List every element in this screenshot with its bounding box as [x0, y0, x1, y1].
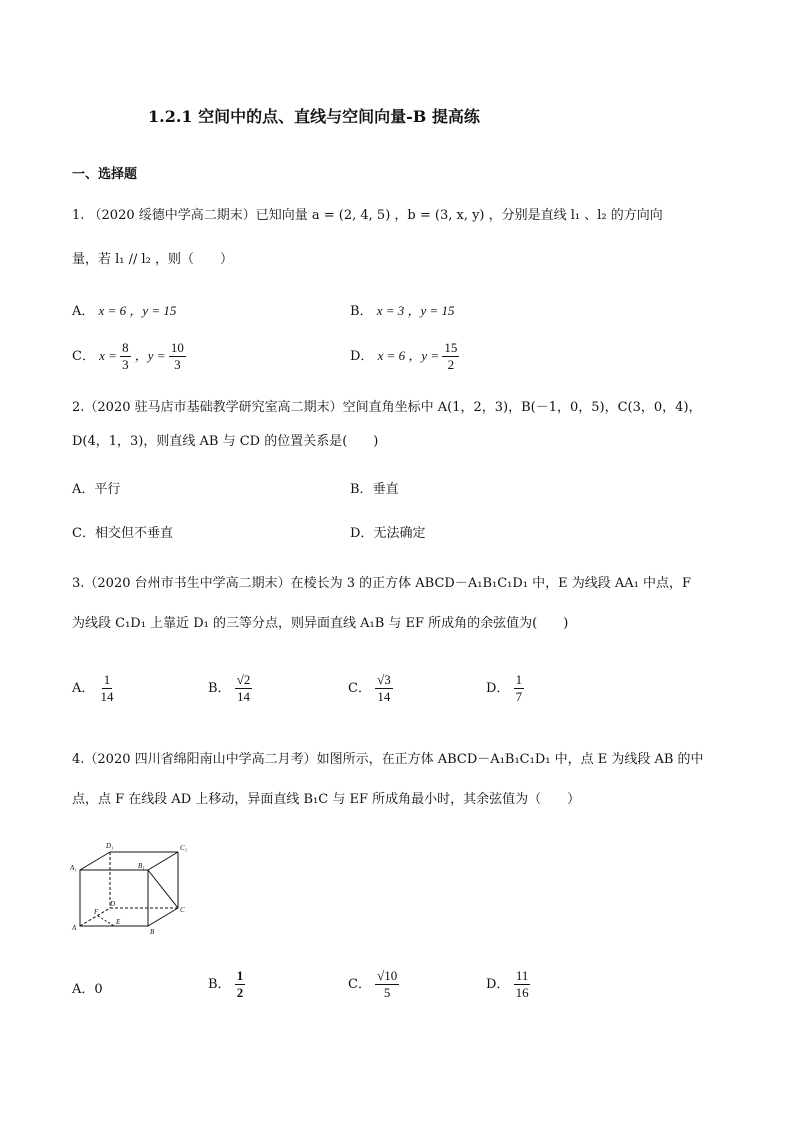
- fraction: $\frac{1}{14}$: [100, 672, 114, 704]
- label-e: E: [116, 918, 121, 926]
- option-label: C．: [72, 349, 95, 364]
- option-pre: x =: [99, 348, 121, 363]
- page-title: 1.2.1 空间中的点、直线与空间向量-B 提高练: [148, 107, 480, 126]
- question-3-stem-line2: 为线段 C₁D₁ 上靠近 D₁ 的三等分点，则异面直线 A₁B 与 EF 所成角的余弦值为( ): [72, 616, 569, 631]
- option-pre: x = 6 ，y =: [377, 348, 443, 363]
- fraction: $\frac{10}{3}$: [170, 340, 184, 372]
- question-4-stem-line2: 点，点 F 在线段 AD 上移动，异面直线 B₁C 与 EF 所成角最小时，其余弦值为（ ）: [72, 792, 581, 807]
- label-f: F: [94, 908, 99, 916]
- question-2-stem-line1: 2.（2020 驻马店市基础教学研究室高二期末）空间直角坐标中 A(1，2，3)，B(－1，0，5)，C(3，0，4)，: [72, 400, 702, 415]
- label-b1: B₁: [138, 862, 145, 870]
- question-3-option-d: D． $\frac{1}{7}$: [486, 672, 523, 704]
- question-4-option-a: A．0: [72, 982, 103, 997]
- option-text: x = 6 ，y = 15: [98, 303, 177, 318]
- label-c1: C₁: [180, 844, 188, 852]
- question-1-option-b: [350, 300, 455, 319]
- section-heading: 一、选择题: [72, 167, 138, 182]
- question-3-option-a: A． $\frac{1}{14}$: [72, 672, 114, 704]
- cube-figure: [70, 840, 190, 940]
- fraction: $\frac{√3}{14}$: [377, 672, 391, 704]
- question-3-option-c: C． $\frac{√3}{14}$: [348, 672, 391, 704]
- option-text: x = 3 ，y = 15: [376, 303, 455, 318]
- question-1-stem-line1: 1. （2020 绥德中学高二期末）已知向量 a = (2, 4, 5) ，b = (3, x, y) ，分别是直线 l₁ 、l₂ 的方向向: [72, 208, 663, 223]
- question-2-stem-line2: D(4，1，3)，则直线 AB 与 CD 的位置关系是( ): [72, 434, 379, 449]
- question-1-option-a: [72, 300, 176, 319]
- fraction: $\frac{√2}{14}$: [236, 672, 251, 704]
- label-b: B: [150, 928, 155, 936]
- fraction: $\frac{15}{2}$: [444, 340, 458, 372]
- question-2-option-d: D．无法确定: [350, 526, 426, 541]
- question-2-option-a: A．平行: [72, 482, 121, 497]
- fraction: $\frac{11}{16}$: [515, 968, 529, 1000]
- option-label: B．: [350, 304, 373, 319]
- question-4-option-c: C． $\frac{√10}{5}$: [348, 968, 398, 1000]
- question-1-option-d: [350, 340, 459, 373]
- option-label: D．: [350, 349, 374, 364]
- label-d1: D₁: [106, 842, 114, 850]
- question-1-option-c: [72, 340, 186, 373]
- option-label: A．: [72, 304, 95, 319]
- question-1-stem-line2: 量，若 l₁ // l₂ ，则（ ）: [72, 252, 234, 267]
- label-c: C: [180, 906, 185, 914]
- question-3-stem-line1: 3.（2020 台州市书生中学高二期末）在棱长为 3 的正方体 ABCD－A₁B₁C₁D₁ 中，E 为线段 AA₁ 中点，F: [72, 576, 692, 591]
- option-mid: ，y =: [134, 348, 169, 363]
- fraction: $\frac{√10}{5}$: [377, 968, 398, 1000]
- question-4-option-b: B． $\frac{1}{2}$: [208, 968, 244, 1000]
- question-2-option-b: B．垂直: [350, 482, 399, 497]
- question-3-option-b: B． $\frac{√2}{14}$: [208, 672, 251, 704]
- question-4-option-d: D． $\frac{11}{16}$: [486, 968, 529, 1000]
- front-face: [80, 870, 148, 926]
- label-a1: A₁: [70, 864, 77, 872]
- label-d: D: [110, 900, 116, 908]
- question-2-option-c: C．相交但不垂直: [72, 526, 173, 541]
- question-4-stem-line1: 4.（2020 四川省绵阳南山中学高二月考）如图所示，在正方体 ABCD－A₁B₁C₁D₁ 中，点 E 为线段 AB 的中: [72, 752, 704, 767]
- fraction: $\frac{1}{7}$: [515, 672, 523, 704]
- fraction: $\frac{8}{3}$: [122, 340, 129, 372]
- label-a: A: [72, 924, 77, 932]
- fraction: $\frac{1}{2}$: [236, 968, 244, 1000]
